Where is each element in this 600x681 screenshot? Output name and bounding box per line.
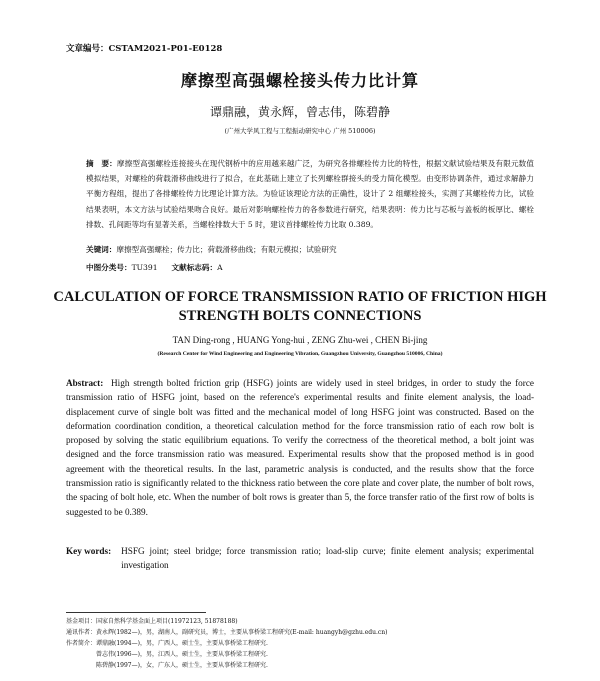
footnote-text: 陈碧静(1997—)，女，广东人，硕士生，主要从事桥梁工程研究. [96,662,268,669]
english-authors: TAN Ding-rong , HUANG Yong-hui , ZENG Zhu-wei , CHEN Bi-jing [172,335,428,345]
chinese-keywords-text: 摩擦型高强螺栓；传力比；荷载滑移曲线；有限元模拟；试验研究 [116,245,337,254]
english-affiliation: (Research Center for Wind Engineering and Engineering Vibration, Guangzhou University, Guangzhou 510006, China) [157,351,443,357]
footnote-text: 谭鼎融(1994—)，男，广西人，硕士生，主要从事桥梁工程研究. [96,640,268,647]
footnote-text: 曾志伟(1996—)，男，江西人，硕士生，主要从事桥梁工程研究. [96,651,268,658]
footnote-label: 基金项目： [66,618,97,625]
footnote-funding [66,616,536,627]
english-keywords-text: HSFG joint; steel bridge; force transmission ratio; load-slip curve; finite element analysis; experimental investigation [121,546,534,571]
footnotes [66,616,536,671]
doc-code-value: A [217,263,223,272]
chinese-authors: 谭鼎融，黄永辉，曾志伟，陈碧静 [209,105,390,119]
footnote-author-bio [66,660,536,671]
clc-label: 中图分类号： [86,263,132,272]
chinese-keywords [86,244,534,255]
footnote-text: 黄永辉(1982—)，男，湖南人，副研究员，博士，主要从事桥梁工程研究(E-mail: huangyh@gzhu.edu.cn) [96,629,388,636]
chinese-abstract-label: 摘 要： [86,159,117,168]
english-abstract [66,376,534,519]
clc-value: TU391 [131,263,158,272]
footnote-text: 国家自然科学基金面上项目(11972123, 51878188) [96,618,238,625]
english-keywords-label: Key words: [66,546,112,556]
chinese-affiliation: (广州大学风工程与工程振动研究中心 广州 510006) [224,127,376,135]
footnote-divider [66,612,206,613]
english-keywords [66,544,534,573]
footnote-indent [66,649,96,660]
chinese-title: 摩擦型高强螺栓接头传力比计算 [180,71,419,90]
english-title: CALCULATION OF FORCE TRANSMISSION RATIO OF FRICTION HIGH STRENGTH BOLTS CONNECTIONS [53,289,547,324]
footnote-label: 通讯作者： [66,629,97,636]
footnote-indent [66,660,96,671]
footnote-label: 作者简介： [66,640,97,647]
chinese-abstract [86,156,534,232]
chinese-keywords-label: 关键词： [86,245,117,254]
footnote-author-bio [66,649,536,660]
english-abstract-label: Abstract: [66,378,104,388]
footnote-author-bio [66,638,536,649]
doc-code-label: 文献标志码： [171,263,218,272]
chinese-abstract-text: 摩擦型高强螺栓连接接头在现代钢桥中的应用越来越广泛，为研究各排螺栓传力比的特性，根据文献试验结果及有限元数值模拟结果，对螺栓的荷载滑移曲线进行了拟合，在此基础上建立了长列螺栓群接头的受力简化模型。由变形协调条件，通过求解静力平衡方程组，提出了各排螺栓传力比理论计算方法。为验证该理论方法的正确性，设计了 2 组螺栓接头，实测了其螺栓传力比，试验结果表明，本文方法与试验结果吻合良好。最后对影响螺栓传力的各参数进行研究，结果表明：传力比与芯板与盖板的板厚比、螺栓排数、孔间距等均有显著关系，当螺栓排数大于 5 时，建议首排螺栓传力比取 0.389。 [86,159,534,229]
article-number: 文章编号：CSTAM2021-P01-E0128 [66,44,223,54]
english-abstract-text: High strength bolted friction grip (HSFG) joints are widely used in steel bridges, in order to study the force transmission ratio of HSFG joint, based on the reference's experimental results and finite element analysis, the load-displacement curve of single bolt was fitted and the mechanical model of long HSFG joint was constructed. Based on the deformation coordination condition, a theoretical calculation method for the force transmission ratio of each row bolt is proposed by solving the static equilibrium equations. To verify the correctness of the theoretical method, a bolt joint was designed and the force transmission ratio was measured. Experimental results show that the proposed method is in good agreement with the theoretical results. In the last, parametric analysis is conducted, and the results show that the force transmission ratio is significantly related to the thickness ratio between the core plate and cover plate, the number of bolt rows, the spacing of bolt hole, etc. When the number of bolt rows is greater than 5, the force transfer ratio of the first row of bolts is suggested to be 0.389. [66,378,534,517]
footnote-corresponding-author [66,627,536,638]
chinese-classification [86,262,534,273]
